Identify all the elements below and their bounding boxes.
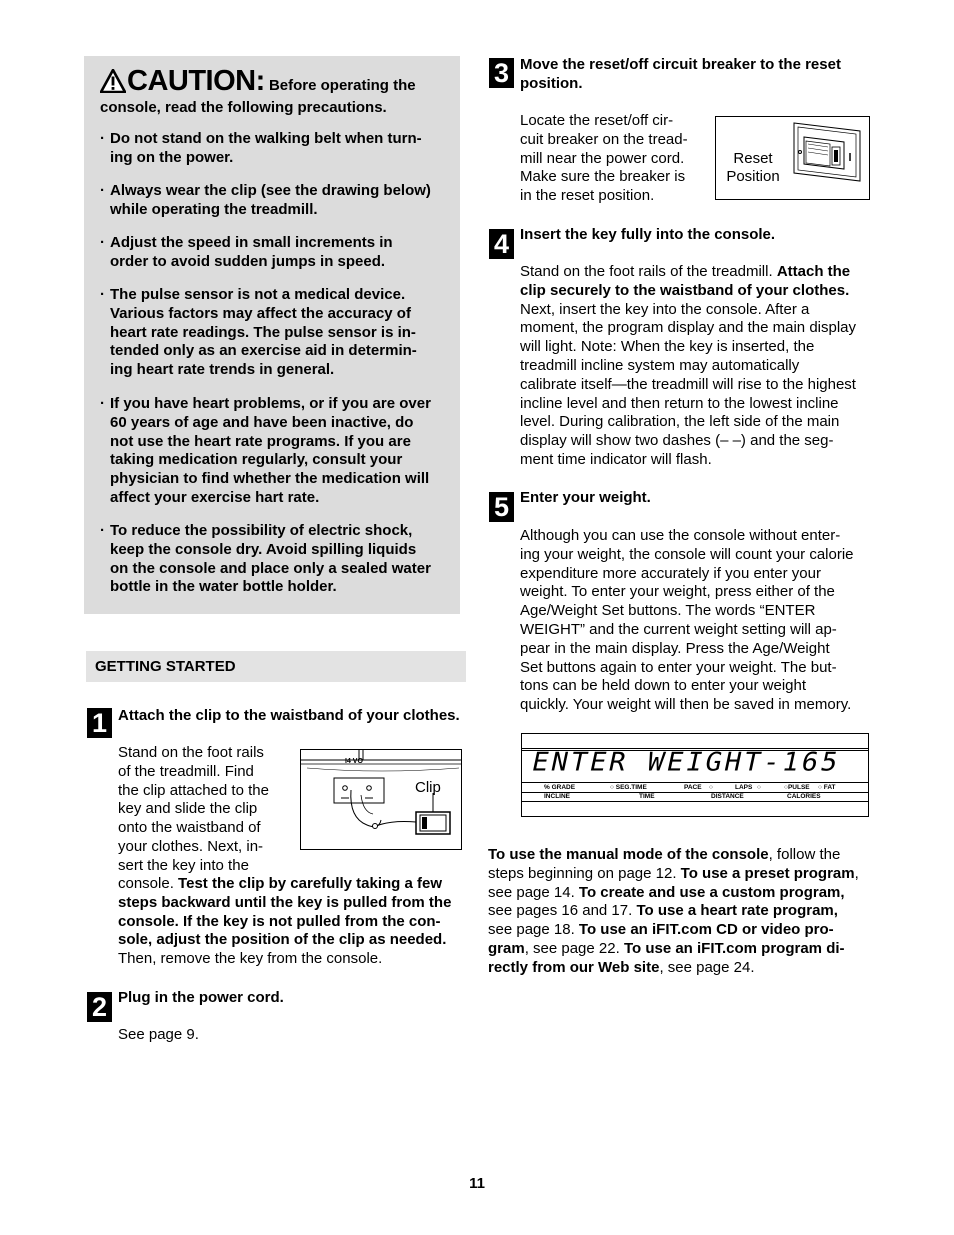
step5-text: Although you can use the console without enter- ing your weight, the console will count your calorie expenditure more accurately if you enter your weight. To enter your weight, press either of the Age/Weight Set buttons. The words “ENTER WEIGHT” and the current weight setting will ap- pear in the main display. Press the Age/Weight Set buttons again to enter your weight. The but- tons can be held down to enter your weight quickly. Your weight will then be saved in memory. (520, 527, 854, 714)
clip-label: Clip (415, 779, 441, 796)
warning-triangle-icon (100, 69, 126, 99)
step-number: 1 (87, 708, 112, 738)
step-number: 2 (87, 992, 112, 1022)
step1-text-cont: console. Test the clip by carefully taking a few steps backward until the key is pulled from the console. If the key is not pulled from the con- sole, adjust the position of the clip as needed. Then, remove the key from the console. (118, 875, 452, 968)
step-heading: Plug in the power cord. (118, 989, 284, 1006)
caution-bullet: · The pulse sensor is not a medical device. Various factors may affect the accuracy of heart rate readings. The pulse sensor is in- tended only as an exercise aid in determin- ing heart rate trends in general. (100, 286, 417, 379)
step2-text: See page 9. (118, 1026, 199, 1043)
program-references: To use the manual mode of the console, follow the steps beginning on page 12. To use a preset program, see page 14. To create and use a custom program, see pages 16 and 17. To use a heart rate program, see page 18. To use an iFIT.com CD or video pro- gram, see page 22. To use an iFIT.com program di- rectly from our Web site, see page 24. (488, 846, 859, 976)
step3-text: Locate the reset/off cir- cuit breaker on the tread- mill near the power cord. Make sure the breaker is in the reset position. (520, 112, 688, 205)
step-number: 4 (489, 229, 514, 259)
console-clip-illustration (301, 750, 461, 849)
page-number: 11 (469, 1175, 485, 1192)
caution-bullet: · To reduce the possibility of electric shock, keep the console dry. Avoid spilling liquids on the console and place only a sealed water bottle in the water bottle holder. (100, 522, 431, 596)
caution-bullet: · Adjust the speed in small increments in order to avoid sudden jumps in speed. (100, 234, 393, 270)
step-heading: Move the reset/off circuit breaker to the reset position. (520, 56, 841, 92)
small-arrow-icon: ○ (709, 784, 713, 791)
caution-bullet: · If you have heart problems, or if you are over 60 years of age and have been inactive, do not use the heart rate programs. If you are taking medication regularly, consult your physician to find whether the medication will affect your exercise hart rate. (100, 395, 431, 506)
step-number: 5 (489, 492, 514, 522)
breaker-figure (715, 116, 870, 200)
caution-bullet: · Always wear the clip (see the drawing below) while operating the treadmill. (100, 182, 431, 218)
small-arrow-icon: ○ (757, 784, 761, 791)
step-heading: Attach the clip to the waistband of your clothes. (118, 707, 460, 724)
step4-text: Stand on the foot rails of the treadmill. Attach the clip securely to the waistband of your clothes. Next, insert the key into the console. After a moment, the program display and the main display will light. Note: When the key is inserted, the treadmill incline system may automatically calibrate itself—the treadmill will rise to the highest incline level and then return to the lowest incline level. During calibration, the left side of the main display will show two dashes (– –) and the seg- ment time indicator will flash. (520, 263, 857, 468)
step-number: 3 (489, 58, 514, 88)
section-title: GETTING STARTED (95, 658, 236, 675)
step1-text: Stand on the foot rails of the treadmill. Find the clip attached to the key and slide the clip onto the waistband of your clothes. Next, in- sert the key into the (118, 744, 269, 874)
reset-position-label: Reset Position (726, 150, 780, 185)
caution-bullet: · Do not stand on the walking belt when turn- ing on the power. (100, 130, 422, 166)
circuit-breaker-illustration (788, 117, 868, 197)
step-heading: Insert the key fully into the console. (520, 226, 776, 243)
caution-title: CAUTION: (127, 65, 265, 97)
console-display-figure: ENTER WEIGHT-165 % GRADE ○ SEG.TIME PACE ○ LAPS ○ ○PULSE ○ FAT INCLINE TIME DISTANCE CALORIES (521, 733, 869, 817)
step-heading: Enter your weight. (520, 489, 651, 506)
clip-figure: I4 VO Clip (300, 749, 462, 850)
caution-heading: CAUTION: Before operating the console, read the following precautions. (100, 65, 416, 116)
display-text: ENTER WEIGHT-165 (529, 747, 844, 778)
